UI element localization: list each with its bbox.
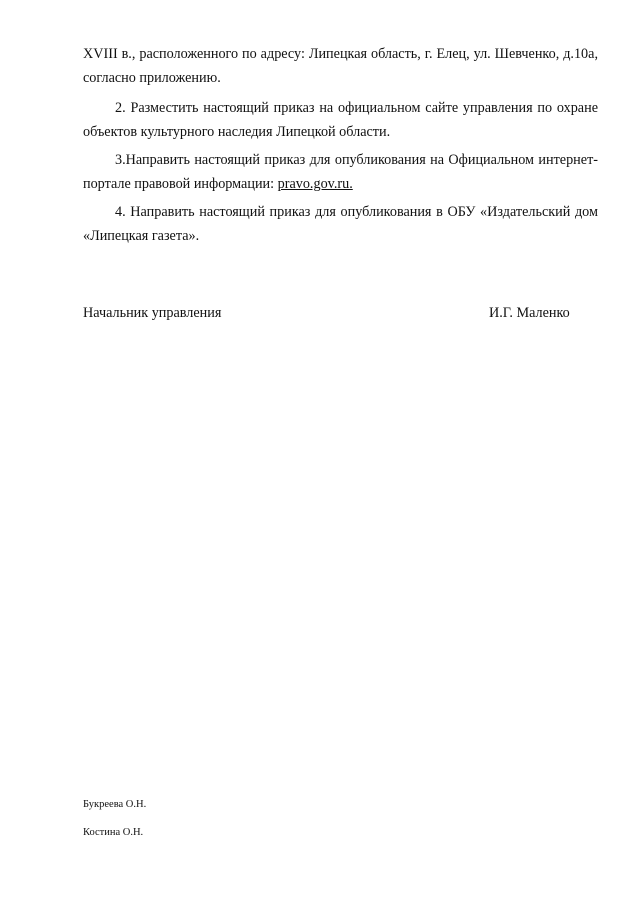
executor-name-1: Букреева О.Н. [83,799,147,810]
signatory-title: Начальник управления [83,305,222,321]
order-paragraph-2: 2. Разместить настоящий приказ на официальном сайте управления по охране объектов культурного наследия Липецкой области. [83,100,598,140]
signatory-name: И.Г. Маленко [489,305,570,321]
pravo-gov-link[interactable]: pravo.gov.ru. [277,176,353,192]
order-paragraph-3 [83,148,598,196]
executor-name-2: Костина О.Н. [83,827,144,838]
order-paragraph-3-text: 3.Направить настоящий приказ для опубликования на Официальном интернет-портале правовой информации: [83,152,598,192]
order-paragraph-4: 4. Направить настоящий приказ для опубликования в ОБУ «Издательский дом «Липецкая газета». [83,204,598,244]
order-paragraph-continuation: XVIII в., расположенного по адресу: Липецкая область, г. Елец, ул. Шевченко, д.10а, согласно приложению. [83,46,598,86]
